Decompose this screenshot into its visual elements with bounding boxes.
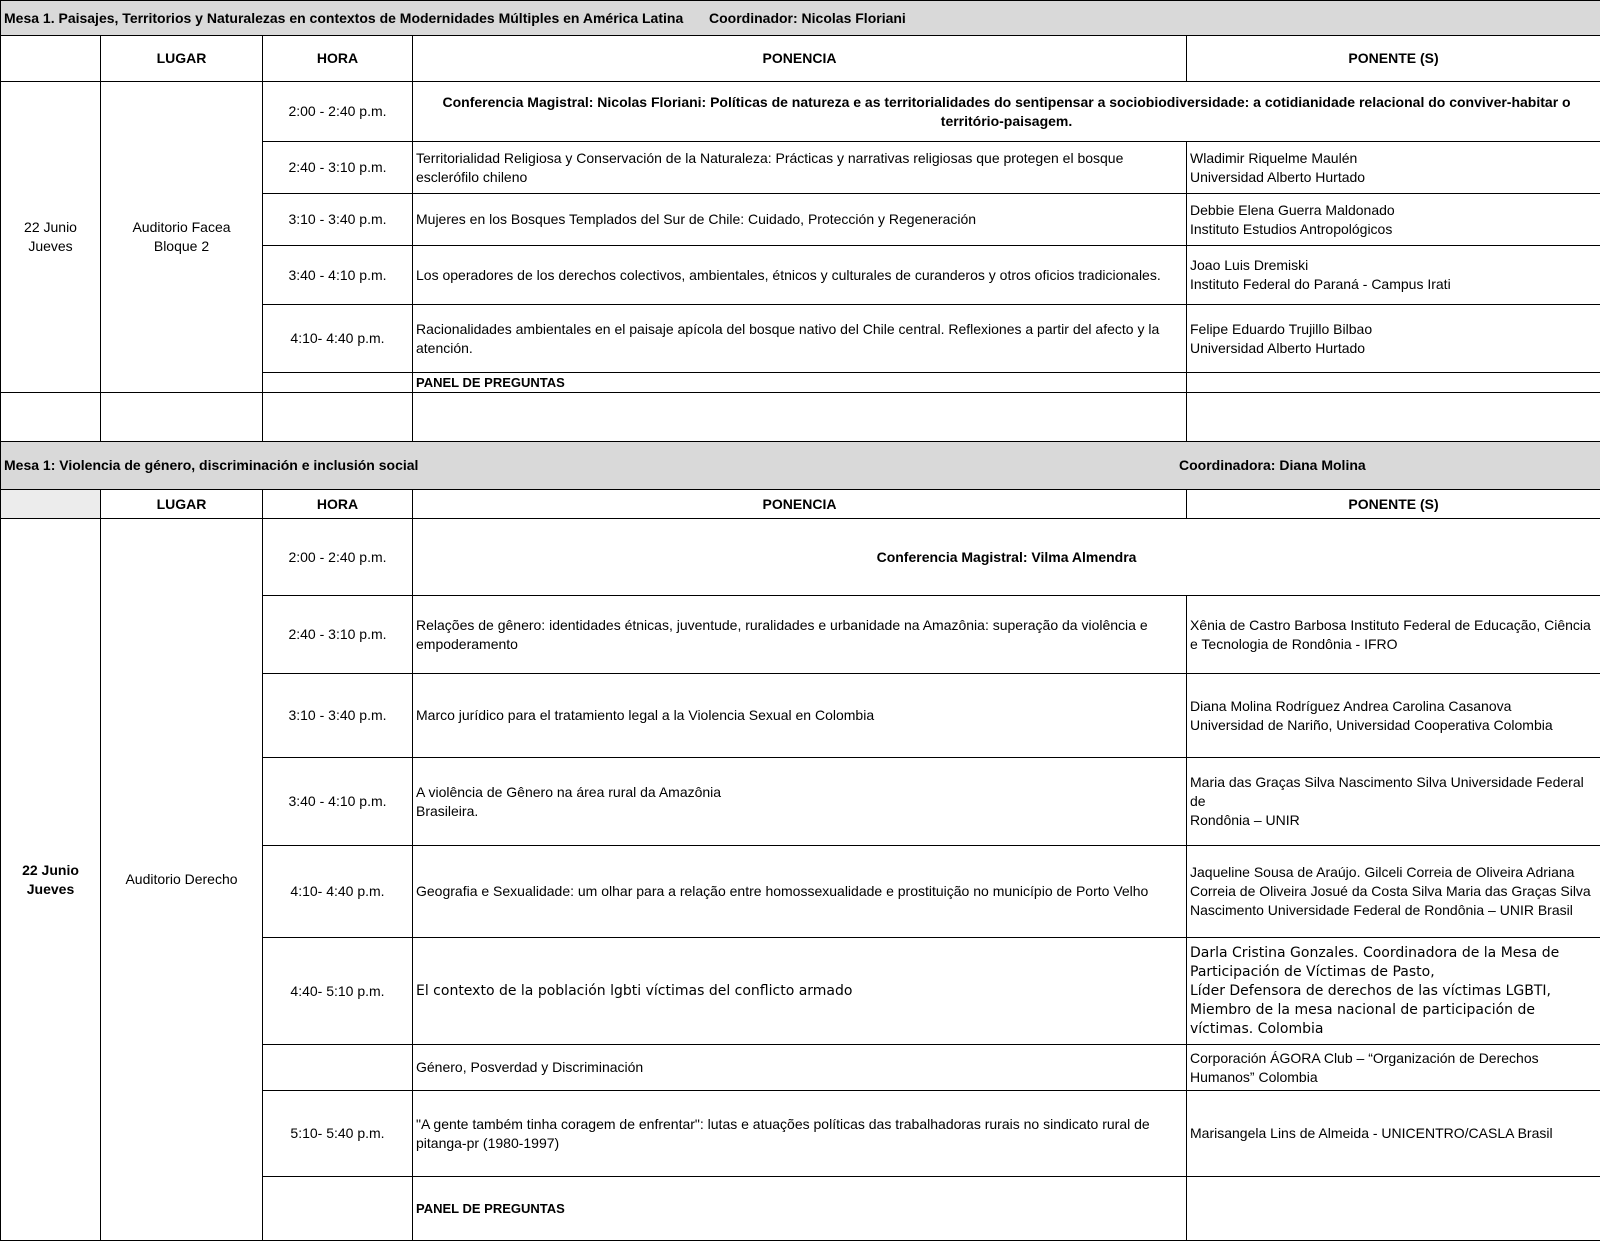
hora-header: HORA [263, 36, 413, 82]
hora-header: HORA [263, 490, 413, 519]
talk-speakers: Wladimir Riquelme Maulén Universidad Alberto Hurtado [1187, 142, 1600, 194]
talk-title: A violência de Gênero na área rural da Amazônia Brasileira. [413, 758, 1187, 846]
panel-time [263, 1177, 413, 1241]
lugar-header: LUGAR [101, 490, 263, 519]
talk-time: 2:40 - 3:10 p.m. [263, 596, 413, 674]
section1-header [1, 1, 1600, 36]
panel-speakers [1187, 373, 1600, 393]
talk-title: Racionalidades ambientales en el paisaje apícola del bosque nativo del Chile central. Reflexiones a partir del afecto y la atención. [413, 305, 1187, 373]
talk-time: 2:40 - 3:10 p.m. [263, 142, 413, 194]
section2-date: 22 Junio Jueves [1, 519, 101, 1241]
talk-time: 3:10 - 3:40 p.m. [263, 674, 413, 758]
section1-date: 22 Junio Jueves [1, 82, 101, 393]
talk-time: 4:10- 4:40 p.m. [263, 846, 413, 938]
talk-speakers: Darla Cristina Gonzales. Coordinadora de la Mesa de Participación de Víctimas de Pasto, Líder Defensora de derechos de las víctimas LGBTI, Miembro de la mesa nacional de participación de víctimas. Colombia [1187, 938, 1600, 1045]
ponencia-header: PONENCIA [413, 490, 1187, 519]
keynote-title: Conferencia Magistral: Nicolas Floriani: Políticas de natureza e as territorialidades do sentipensar a sociobiodiversidade: a cotidianidade relacional do conviver-habitar o território-paisagem. [413, 82, 1600, 142]
spacer-row [1, 393, 1600, 442]
panel-label: PANEL DE PREGUNTAS [413, 373, 1187, 393]
talk-time: 3:40 - 4:10 p.m. [263, 758, 413, 846]
talk-speakers: Debbie Elena Guerra Maldonado Instituto Estudios Antropológicos [1187, 194, 1600, 246]
section2-title: Mesa 1: Violencia de género, discriminación e inclusión social [4, 457, 419, 473]
talk-title: Género, Posverdad y Discriminación [413, 1045, 1187, 1091]
section1-header-row [1, 1, 1600, 36]
section1-column-headers [1, 36, 1600, 82]
section1-coordinator: Coordinador: Nicolas Floriani [709, 9, 906, 26]
talk-title: Mujeres en los Bosques Templados del Sur de Chile: Cuidado, Protección y Regeneración [413, 194, 1187, 246]
empty-header-cell [1, 490, 101, 519]
talk-title: Los operadores de los derechos colectivos, ambientales, étnicos y culturales de curanderos y otros oficios tradicionales. [413, 246, 1187, 305]
section1-title: Mesa 1. Paisajes, Territorios y Naturalezas en contextos de Modernidades Múltiples en América Latina [4, 9, 684, 26]
empty-cell [413, 393, 1187, 442]
table-row [1, 82, 1600, 142]
talk-speakers: Felipe Eduardo Trujillo Bilbao Universidad Alberto Hurtado [1187, 305, 1600, 373]
talk-time: 4:40- 5:10 p.m. [263, 938, 413, 1045]
talk-title: "A gente também tinha coragem de enfrentar": lutas e atuações políticas das trabalhadoras rurais no sindicato rural de pitanga-pr (1980-1997) [413, 1091, 1187, 1177]
talk-time: 4:10- 4:40 p.m. [263, 305, 413, 373]
table-row [1, 519, 1600, 596]
section1-place: Auditorio Facea Bloque 2 [101, 82, 263, 393]
empty-cell [263, 393, 413, 442]
keynote-time: 2:00 - 2:40 p.m. [263, 82, 413, 142]
talk-speakers: Marisangela Lins de Almeida - UNICENTRO/CASLA Brasil [1187, 1091, 1600, 1177]
talk-time: 3:10 - 3:40 p.m. [263, 194, 413, 246]
talk-speakers: Maria das Graças Silva Nascimento Silva Universidade Federal de Rondônia – UNIR [1187, 758, 1600, 846]
empty-header-cell [1, 36, 101, 82]
section2-place: Auditorio Derecho [101, 519, 263, 1241]
empty-cell [1187, 393, 1600, 442]
talk-speakers: Jaqueline Sousa de Araújo. Gilceli Correia de Oliveira Adriana Correia de Oliveira Josué da Costa Silva Maria das Graças Silva Nascimento Universidade Federal de Rondônia – UNIR Brasil [1187, 846, 1600, 938]
talk-speakers: Joao Luis Dremiski Instituto Federal do Paraná - Campus Irati [1187, 246, 1600, 305]
talk-title: El contexto de la población lgbti víctimas del conflicto armado [413, 938, 1187, 1045]
ponentes-header: PONENTE (S) [1187, 36, 1600, 82]
talk-title: Relações de gênero: identidades étnicas, juventude, ruralidades e urbanidade na Amazônia: superação da violência e empoderamento [413, 596, 1187, 674]
empty-cell [1, 393, 101, 442]
empty-cell [101, 393, 263, 442]
talk-speakers: Xênia de Castro Barbosa Instituto Federal de Educação, Ciência e Tecnologia de Rondônia - IFRO [1187, 596, 1600, 674]
ponentes-header: PONENTE (S) [1187, 490, 1600, 519]
section2-header-row [1, 442, 1600, 490]
section2-header [1, 442, 1600, 490]
panel-time [263, 373, 413, 393]
talk-speakers: Diana Molina Rodríguez Andrea Carolina Casanova Universidad de Nariño, Universidad Cooperativa Colombia [1187, 674, 1600, 758]
lugar-header: LUGAR [101, 36, 263, 82]
keynote-time: 2:00 - 2:40 p.m. [263, 519, 413, 596]
section2-column-headers [1, 490, 1600, 519]
talk-title: Territorialidad Religiosa y Conservación de la Naturaleza: Prácticas y narrativas religiosas que protegen el bosque esclerófilo chileno [413, 142, 1187, 194]
talk-time: 5:10- 5:40 p.m. [263, 1091, 413, 1177]
talk-title: Geografia e Sexualidade: um olhar para a relação entre homossexualidade e prostituição no município de Porto Velho [413, 846, 1187, 938]
keynote-title: Conferencia Magistral: Vilma Almendra [413, 519, 1600, 596]
talk-speakers: Corporación ÁGORA Club – “Organización de Derechos Humanos” Colombia [1187, 1045, 1600, 1091]
talk-time [263, 1045, 413, 1091]
panel-speakers [1187, 1177, 1600, 1241]
section2-coordinator: Coordinadora: Diana Molina [1179, 457, 1366, 473]
talk-time: 3:40 - 4:10 p.m. [263, 246, 413, 305]
talk-title: Marco jurídico para el tratamiento legal a la Violencia Sexual en Colombia [413, 674, 1187, 758]
panel-label: PANEL DE PREGUNTAS [413, 1177, 1187, 1241]
ponencia-header: PONENCIA [413, 36, 1187, 82]
